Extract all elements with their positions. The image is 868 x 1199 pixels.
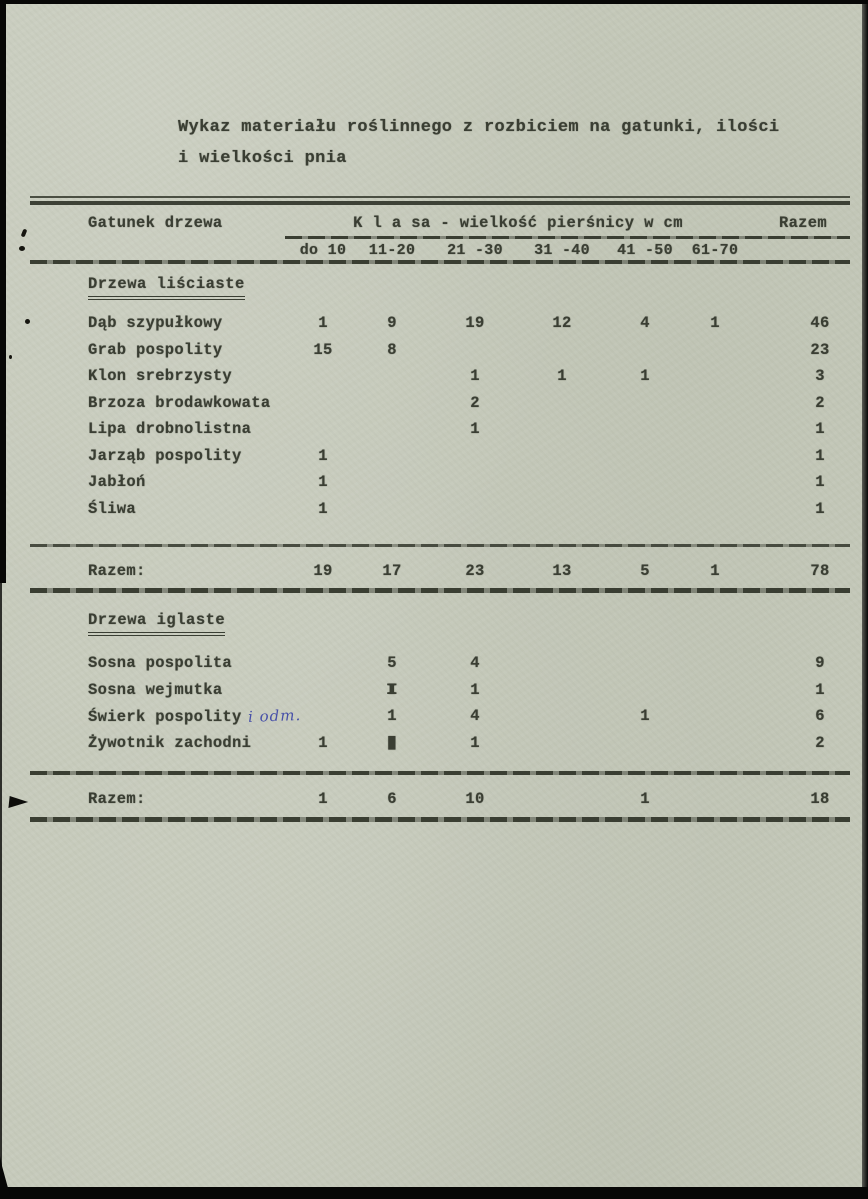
total-cell: 13 (552, 562, 572, 580)
cell-value (520, 499, 604, 519)
struck-out-value: I (387, 681, 397, 699)
cell-value (686, 653, 744, 673)
cell-value: 12 (552, 314, 572, 332)
cell-value (686, 366, 744, 386)
cell-value (520, 472, 604, 492)
cell-value (604, 419, 686, 439)
cell-value (430, 499, 520, 519)
section-heading-iglaste: Drzewa iglaste (88, 610, 225, 636)
cell-value (430, 472, 520, 492)
cell-value (604, 680, 686, 700)
cell-value (604, 393, 686, 413)
cell-value (686, 446, 744, 466)
scan-artifact-bottom-edge (0, 1187, 868, 1199)
species-name: Brzoza brodawkowata (88, 394, 271, 412)
row-total: 1 (815, 473, 825, 491)
cell-value (686, 706, 744, 727)
cell-value (520, 733, 604, 753)
class-col-label: 21 -30 (447, 242, 503, 259)
cell-value (430, 340, 520, 360)
total-label: Razem: (88, 562, 146, 580)
handwritten-annotation: i odm. (247, 706, 302, 726)
total-column-header: Razem (778, 214, 827, 232)
cell-value: 1 (318, 473, 328, 491)
cell-value: 1 (387, 707, 397, 725)
table-header-row (30, 213, 850, 233)
class-col-label: do 10 (299, 242, 347, 259)
cell-value (686, 499, 744, 519)
cell-value (292, 366, 354, 386)
section2-total-top-rule (30, 771, 850, 775)
species-name: Sosna pospolita (88, 654, 233, 672)
table-row (30, 706, 850, 726)
cell-value: 1 (470, 367, 480, 385)
cell-value (686, 680, 744, 700)
cell-value: 9 (387, 314, 397, 332)
table-row (30, 313, 850, 333)
row-total: 1 (815, 681, 825, 699)
cell-value (686, 733, 744, 753)
cell-value (292, 680, 354, 700)
table-top-rule (30, 196, 850, 205)
table-row (30, 340, 850, 360)
cell-value: 1 (318, 500, 328, 518)
cell-value (520, 393, 604, 413)
class-col-label: 31 -40 (534, 242, 590, 259)
species-name: Świerk pospolity i odm. (88, 706, 302, 726)
cell-value (354, 446, 430, 466)
total-cell: 5 (640, 562, 650, 580)
cell-value: 5 (387, 654, 397, 672)
total-label: Razem: (88, 790, 146, 808)
ink-speck (19, 246, 25, 251)
cell-value (430, 446, 520, 466)
row-total: 9 (815, 654, 825, 672)
row-total: 1 (815, 420, 825, 438)
species-name: Dąb szypułkowy (88, 314, 223, 332)
total-cell: 1 (710, 562, 720, 580)
section-grand-total: 18 (810, 790, 830, 808)
table-row (30, 733, 850, 753)
cell-value (520, 706, 604, 727)
total-cell (520, 789, 604, 809)
cell-value (292, 653, 354, 673)
total-cell: 23 (465, 562, 485, 580)
cell-value (292, 419, 354, 439)
section-total-row (30, 561, 850, 581)
table-row (30, 419, 850, 439)
row-total: 23 (810, 341, 830, 359)
scan-artifact-left-line (0, 570, 2, 1199)
scan-artifact-left-edge (0, 0, 6, 583)
document-title (178, 112, 779, 174)
cell-value: 2 (470, 394, 480, 412)
row-total: 3 (815, 367, 825, 385)
title-line-1: Wykaz materiału roślinnego z rozbiciem na gatunki, ilości (178, 118, 780, 137)
cell-value (520, 680, 604, 700)
cell-value: 19 (465, 314, 485, 332)
class-col-label: 61-70 (691, 242, 739, 259)
class-col-label: 41 -50 (617, 242, 673, 259)
cell-value (520, 419, 604, 439)
table-row (30, 653, 850, 673)
cell-value (604, 340, 686, 360)
table-row (30, 366, 850, 386)
cell-value: 1 (640, 707, 650, 725)
table-subheader-row (30, 241, 850, 261)
section-heading-liściaste: Drzewa liściaste (88, 274, 245, 300)
total-cell: 1 (318, 790, 328, 808)
cell-value: 1 (640, 367, 650, 385)
blotted-out-value: █ (388, 736, 396, 750)
title-line-2: i wielkości pnia (178, 149, 347, 168)
cell-value (354, 366, 430, 386)
cell-value: 1 (470, 681, 480, 699)
species-name: Jabłoń (88, 473, 146, 491)
species-name: Śliwa (88, 500, 137, 518)
total-cell (686, 789, 744, 809)
species-column-header: Gatunek drzewa (88, 214, 223, 232)
cell-value: 1 (318, 447, 328, 465)
total-cell: 19 (313, 562, 333, 580)
cell-value (520, 653, 604, 673)
section-grand-total: 78 (810, 562, 830, 580)
row-total: 1 (815, 447, 825, 465)
row-total: 2 (815, 734, 825, 752)
scan-artifact-right-edge (862, 0, 868, 1199)
cell-value (686, 340, 744, 360)
class-col-label: 11-20 (368, 242, 416, 259)
cell-value (354, 499, 430, 519)
cell-value (354, 393, 430, 413)
cell-value: 1 (318, 314, 328, 332)
cell-value (604, 446, 686, 466)
cell-value (520, 340, 604, 360)
species-name: Żywotnik zachodni (88, 734, 252, 752)
total-cell: 1 (640, 790, 650, 808)
cell-value: 1 (470, 734, 480, 752)
species-name: Jarząb pospolity (88, 447, 242, 465)
cell-value: 4 (640, 314, 650, 332)
table-row (30, 472, 850, 492)
cell-value: 1 (470, 420, 480, 438)
cell-value (354, 472, 430, 492)
table-row (30, 499, 850, 519)
section1-total-top-rule (30, 544, 850, 547)
table-row (30, 680, 850, 700)
species-name: Grab pospolity (88, 341, 223, 359)
class-header-underline (285, 236, 850, 239)
cell-value (604, 653, 686, 673)
cell-value: 4 (470, 654, 480, 672)
row-total: 46 (810, 314, 830, 332)
species-name: Klon srebrzysty (88, 367, 233, 385)
cell-value (686, 472, 744, 492)
cell-value: 1 (710, 314, 720, 332)
cell-value (686, 419, 744, 439)
row-total: 6 (815, 707, 825, 725)
margin-arrow-mark (8, 796, 28, 810)
cell-value: 8 (387, 341, 397, 359)
cell-value (604, 499, 686, 519)
species-name: Lipa drobnolistna (88, 420, 252, 438)
section1-bottom-rule (30, 588, 850, 593)
cell-value (686, 393, 744, 413)
section-total-row (30, 789, 850, 809)
cell-value (354, 419, 430, 439)
cell-value (520, 446, 604, 466)
table-row (30, 393, 850, 413)
scan-artifact-top-edge (0, 0, 868, 4)
cell-value: 4 (470, 707, 480, 725)
cell-value (292, 393, 354, 413)
row-total: 2 (815, 394, 825, 412)
species-name: Sosna wejmutka (88, 681, 223, 699)
total-cell: 17 (382, 562, 402, 580)
ink-speck (21, 229, 28, 238)
table-row (30, 446, 850, 466)
class-column-header: K l a sa - wielkość pierśnicy w cm (353, 214, 683, 232)
cell-value (604, 733, 686, 753)
table-bottom-rule (30, 817, 850, 822)
total-cell: 10 (465, 790, 485, 808)
cell-value (604, 472, 686, 492)
row-total: 1 (815, 500, 825, 518)
cell-value: 1 (557, 367, 567, 385)
cell-value: 15 (313, 341, 333, 359)
ink-speck (9, 355, 12, 359)
cell-value: 1 (318, 734, 328, 752)
total-cell: 6 (387, 790, 397, 808)
